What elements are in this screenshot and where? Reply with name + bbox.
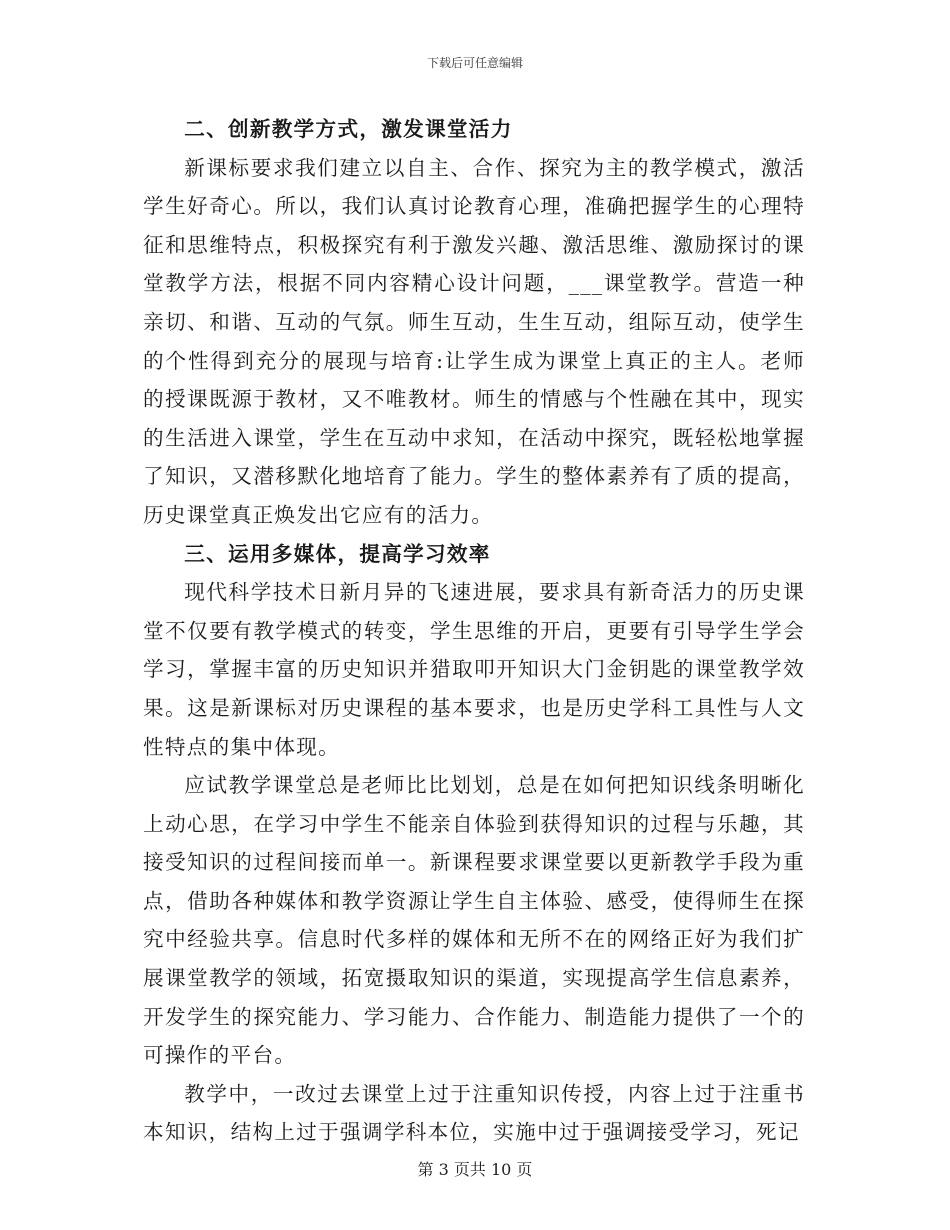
paragraph: 新课标要求我们建立以自主、合作、探究为主的教学模式，激活学生好奇心。所以，我们认真讨论教育心理，准确把握学生的心理特征和思维特点，积极探究有利于激发兴趣、激活思维、激励探讨的课堂教学方法，根据不同内容精心设计问题，___课堂教学。营造一种亲切、和谐、互动的气氛。师生互动，生生互动，组际互动，使学生的个性得到充分的展现与培育:让学生成为课堂上真正的主人。老师的授课既源于教材，又不唯教材。师生的情感与个性融在其中，现实的生活进入课堂，学生在互动中求知，在活动中探究，既轻松地掌握了知识，又潜移默化地培育了能力。学生的整体素养有了质的提高，历史课堂真正焕发出它应有的活力。 [143,155,805,527]
document-body [143,110,805,1152]
page-header-note: 下载后可任意编辑 [426,56,523,70]
section-heading: 二、创新教学方式，激发课堂活力 [184,117,513,141]
paragraph: 现代科学技术日新月异的飞速进展，要求具有新奇活力的历史课堂不仅要有教学模式的转变，学生思维的开启，更要有引导学生学会学习，掌握丰富的历史知识并猎取叩开知识大门金钥匙的课堂教学效果。这是新课标对历史课程的基本要求，也是历史学科工具性与人文性特点的集中体现。 [143,580,805,759]
paragraph: 教学中，一改过去课堂上过于注重知识传授，内容上过于注重书本知识，结构上过于强调学科本位，实施中过于强调接受学习，死记 [143,1081,805,1145]
section-heading: 三、运用多媒体，提高学习效率 [184,541,491,566]
paragraph: 应试教学课堂总是老师比比划划，总是在如何把知识线条明晰化上动心思，在学习中学生不能亲自体验到获得知识的过程与乐趣，其接受知识的过程间接而单一。新课程要求课堂要以更新教学手段为重点，借助各种媒体和教学资源让学生自主体验、感受，使得师生在探究中经验共享。信息时代多样的媒体和无所不在的网络正好为我们扩展课堂教学的领域，拓宽摄取知识的渠道，实现提高学生信息素养，开发学生的探究能力、学习能力、合作能力、制造能力提供了一个的可操作的平台。 [143,773,805,1068]
page-number: 第 3 页共 10 页 [417,1160,533,1179]
